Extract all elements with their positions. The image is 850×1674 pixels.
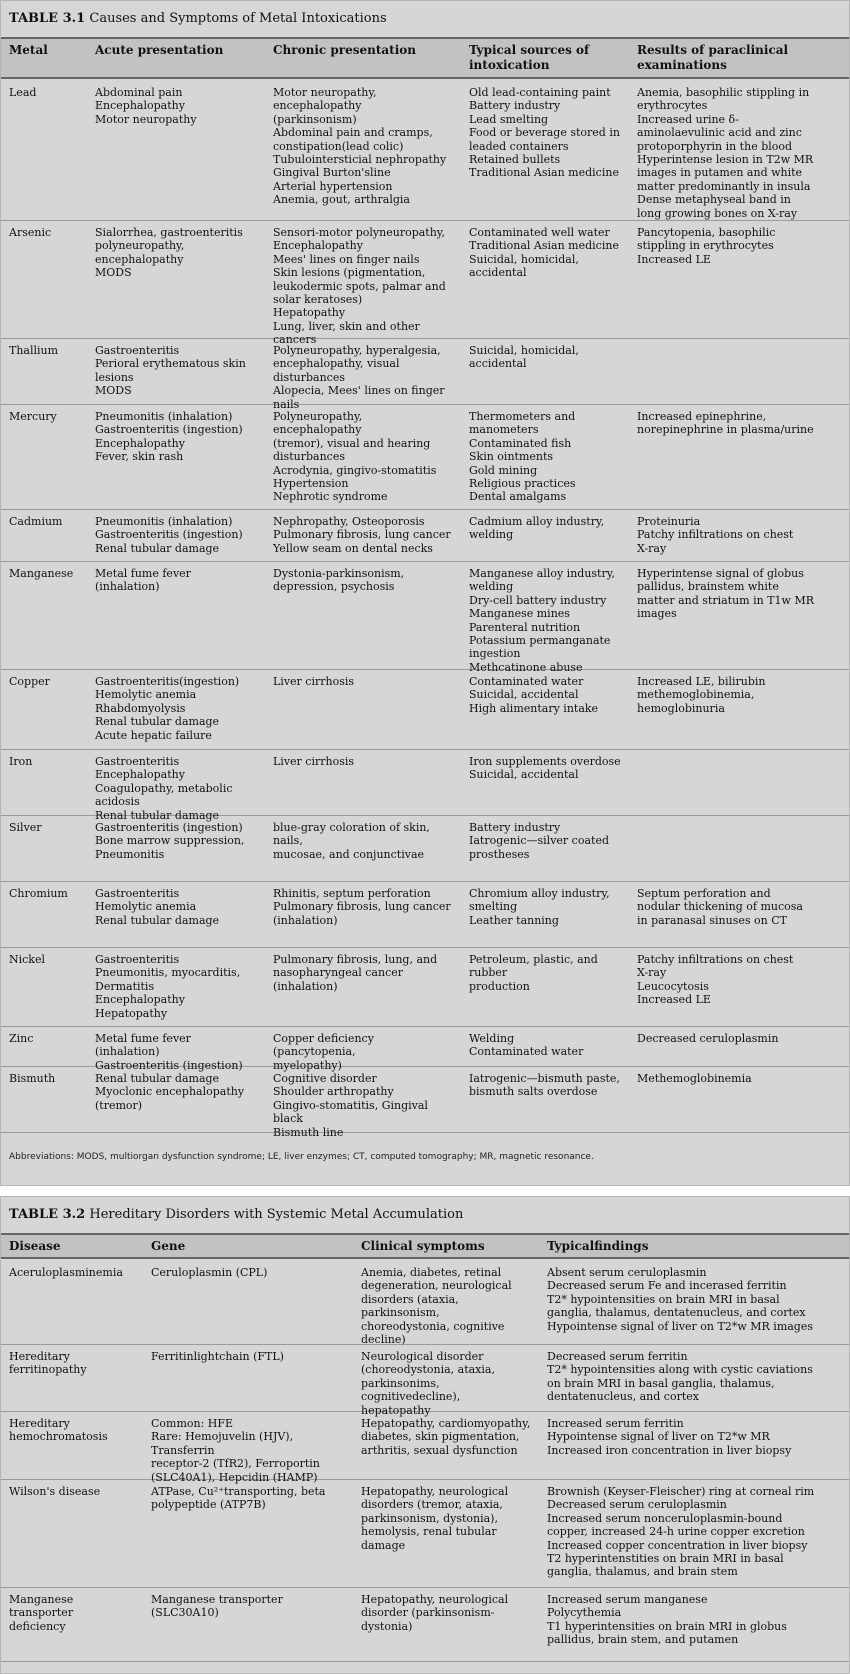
table-row: [1, 816, 849, 882]
table-cell: Manganese alloy industry, welding Dry-cell battery industry Manganese mines Parenteral nutrition Potassium permanganate ingestion Methcatinone abuse: [469, 567, 615, 674]
table-caption: [1, 1, 849, 37]
table-cell: Battery industry Iatrogenic—silver coated prostheses: [469, 821, 609, 861]
table-cell: Rhinitis, septum perforation Pulmonary fibrosis, lung cancer (inhalation): [273, 887, 451, 927]
table-cell: Chromium alloy industry, smelting Leather tanning: [469, 887, 610, 927]
table-cell: Abdominal pain Encephalopathy Motor neuropathy: [95, 86, 197, 126]
table-row: [1, 405, 849, 510]
table-cell: [629, 750, 849, 815]
table-cell: Hyperintense signal of globus pallidus, brainstem white matter and striatum in T1w MR images: [637, 567, 814, 621]
table-cell: ATPase, Cu²⁺transporting, beta polypeptide (ATP7B): [151, 1485, 326, 1512]
table-body: [1, 81, 849, 1139]
table-cell: Suicidal, homicidal, accidental: [469, 344, 579, 371]
table-cell: Gastroenteritis Perioral erythematous skin lesions MODS: [95, 344, 246, 398]
table-cell: Septum perforation and nodular thickening of mucosa in paranasal sinuses on CT: [637, 887, 803, 927]
table-cell: Sensori-motor polyneuropathy, Encephalopathy Mees' lines on finger nails Skin lesions (pigmentation, leukodermic spots, palmar and solar keratoses) Hepatopathy Lung, liver, skin and other cancers: [273, 226, 446, 347]
table-row: [1, 1345, 849, 1417]
table-number: TABLE 3.2: [9, 1207, 86, 1222]
table-row: [1, 1480, 849, 1588]
table-cell: Pneumonitis (inhalation) Gastroenteritis (ingestion) Renal tubular damage: [95, 515, 243, 555]
table-cell: Renal tubular damage Myoclonic encephalopathy (tremor): [95, 1072, 245, 1112]
row-label: Hereditary ferritinopathy: [9, 1350, 87, 1377]
row-label: Hereditary hemochromatosis: [9, 1417, 108, 1444]
row-label: Copper: [9, 675, 50, 688]
table-cell: Iatrogenic—bismuth paste, bismuth salts overdose: [469, 1072, 620, 1099]
row-label: Wilson's disease: [9, 1485, 101, 1498]
table-body: [1, 1261, 849, 1662]
table-cell: Iron supplements overdose Suicidal, accidental: [469, 755, 621, 782]
column-header: Acute presentation: [95, 43, 224, 57]
row-label: Mercury: [9, 410, 57, 423]
table-cell: [629, 816, 849, 881]
table-row: [1, 562, 849, 674]
table-cell: Liver cirrhosis: [273, 755, 355, 768]
table-cell: Contaminated water Suicidal, accidental High alimentary intake: [469, 675, 599, 715]
table-cell: [629, 339, 849, 404]
table-cell: Anemia, diabetes, retinal degeneration, neurological disorders (ataxia, parkinsonism, choreodystonia, cognitive decline): [361, 1266, 512, 1347]
table-cell: Cadmium alloy industry, welding: [469, 515, 605, 542]
row-label: Manganese: [9, 567, 74, 580]
table-cell: Thermometers and manometers Contaminated fish Skin ointments Gold mining Religious practices Dental amalgams: [469, 410, 576, 504]
table-cell: Gastroenteritis Pneumonitis, myocarditis, Dermatitis Encephalopathy Hepatopathy: [95, 953, 241, 1020]
row-label: Chromium: [9, 887, 68, 900]
table-cell: Old lead-containing paint Battery industry Lead smelting Food or beverage stored in leaded containers Retained bullets Traditional Asian medicine: [469, 86, 620, 180]
table-cell: Copper deficiency (pancytopenia, myelopathy): [273, 1032, 374, 1072]
table-cell: Hepatopathy, neurological disorder (parkinsonism-dystonia): [361, 1593, 509, 1633]
table-cell: Gastroenteritis (ingestion) Bone marrow suppression, Pneumonitis: [95, 821, 245, 861]
table-cell: Pancytopenia, basophilic stippling in erythrocytes Increased LE: [637, 226, 776, 266]
table-row: [1, 221, 849, 347]
table-cell: Metal fume fever (inhalation) Gastroenteritis (ingestion): [95, 1032, 243, 1072]
table-row: [1, 882, 849, 948]
table-cell: Increased serum ferritin Hypointense signal of liver on T2*w MR Increased iron concentration in liver biopsy: [547, 1417, 792, 1457]
table-cell: Contaminated well water Traditional Asian medicine Suicidal, homicidal, accidental: [469, 226, 619, 280]
row-label: Zinc: [9, 1032, 34, 1045]
row-label: Lead: [9, 86, 37, 99]
table-cell: Hepatopathy, cardiomyopathy, diabetes, skin pigmentation, arthritis, sexual dysfunction: [361, 1417, 531, 1457]
table-cell: Nephropathy, Osteoporosis Pulmonary fibrosis, lung cancer Yellow seam on dental necks: [273, 515, 451, 555]
table-cell: Metal fume fever (inhalation): [95, 567, 191, 594]
table-cell: Polyneuropathy, hyperalgesia, encephalopathy, visual disturbances Alopecia, Mees' lines on finger nails: [273, 344, 445, 411]
table-cell: Liver cirrhosis: [273, 675, 355, 688]
table-row: [1, 510, 849, 562]
row-label: Cadmium: [9, 515, 63, 528]
row-label: Aceruloplasminemia: [9, 1266, 123, 1279]
column-header: Metal: [9, 43, 48, 57]
table-row: [1, 670, 849, 750]
table-cell: Motor neuropathy, encephalopathy (parkinsonism) Abdominal pain and cramps, constipation(lead colic) Tubulointersticial nephropathy Gingival Burton'sline Arterial hypertension Anemia, gout, arthralgia: [273, 86, 447, 207]
table-cell: Absent serum ceruloplasmin Decreased serum Fe and incerased ferritin T2* hypointensities on brain MRI in basal ganglia, thalamus, dentatenucleus, and cortex Hypointense signal of liver on T2*w MR images: [547, 1266, 814, 1333]
row-label: Nickel: [9, 953, 45, 966]
table-cell: Methemoglobinemia: [637, 1072, 752, 1085]
table-cell: Pulmonary fibrosis, lung, and nasopharyngeal cancer (inhalation): [273, 953, 438, 993]
table-cell: Neurological disorder (choreodystonia, ataxia, parkinsonims, cognitivedecline), hepatopathy: [361, 1350, 495, 1417]
row-label: Silver: [9, 821, 42, 834]
column-header: Chronic presentation: [273, 43, 416, 57]
table-cell: blue-gray coloration of skin, nails, mucosae, and conjunctivae: [273, 821, 430, 861]
table-cell: Ceruloplasmin (CPL): [151, 1266, 268, 1279]
table-header: [1, 37, 849, 79]
row-label: Manganese transporter deficiency: [9, 1593, 74, 1633]
table-row: [1, 948, 849, 1027]
table-cell: Gastroenteritis Encephalopathy Coagulopathy, metabolic acidosis Renal tubular damage: [95, 755, 233, 822]
table-row: [1, 750, 849, 822]
table-row: [1, 1588, 849, 1662]
table-cell: Increased serum manganese Polycythemia T1 hyperintensities on brain MRI in globus pallidus, brain stem, and putamen: [547, 1593, 787, 1647]
table-cell: Gastroenteritis(ingestion) Hemolytic anemia Rhabdomyolysis Renal tubular damage Acute hepatic failure: [95, 675, 240, 742]
table-cell: Cognitive disorder Shoulder arthropathy Gingivo-stomatitis, Gingival black Bismuth line: [273, 1072, 428, 1139]
table-cell: Polyneuropathy, encephalopathy (tremor), visual and hearing disturbances Acrodynia, gingivo-stomatitis Hypertension Nephrotic syndrome: [273, 410, 437, 504]
row-label: Arsenic: [9, 226, 52, 239]
table-cell: Welding Contaminated water: [469, 1032, 584, 1059]
table-cell: Sialorrhea, gastroenteritis polyneuropathy, encephalopathy MODS: [95, 226, 243, 280]
table-header: [1, 1233, 849, 1259]
column-header: Results of paraclinical examinations: [637, 43, 789, 72]
row-label: Thallium: [9, 344, 59, 357]
table-cell: Hepatopathy, neurological disorders (tremor, ataxia, parkinsonism, dystonia), hemolysis, renal tubular damage: [361, 1485, 509, 1552]
table-cell: Ferritinlightchain (FTL): [151, 1350, 284, 1363]
table-cell: Decreased serum ferritin T2* hypointensities along with cystic caviations on brain MRI in basal ganglia, thalamus, dentatenucleus, and cortex: [547, 1350, 813, 1404]
table-row: [1, 1412, 849, 1484]
table-row: [1, 339, 849, 411]
table-cell: Increased LE, bilirubin methemoglobinemia, hemoglobinuria: [637, 675, 766, 715]
table-cell: Petroleum, plastic, and rubber production: [469, 953, 598, 993]
table-3-2: [0, 1196, 850, 1674]
table-cell: Patchy infiltrations on chest X-ray Leucocytosis Increased LE: [637, 953, 794, 1007]
table-title: Hereditary Disorders with Systemic Metal Accumulation: [89, 1207, 464, 1222]
table-row: [1, 1027, 849, 1072]
table-cell: Manganese transporter (SLC30A10): [151, 1593, 283, 1620]
column-header: Typical sources of intoxication: [469, 43, 590, 72]
table-cell: Common: HFE Rare: Hemojuvelin (HJV), Transferrin receptor-2 (TfR2), Ferroportin (SLC40A1), Hepcidin (HAMP): [151, 1417, 320, 1484]
table-cell: Dystonia-parkinsonism, depression, psychosis: [273, 567, 405, 594]
table-cell: Gastroenteritis Hemolytic anemia Renal tubular damage: [95, 887, 220, 927]
table-caption: [1, 1197, 849, 1233]
table-cell: Brownish (Keyser-Fleischer) ring at corneal rim Decreased serum ceruloplasmin Increased serum nonceruloplasmin-bound copper, increased 24-h urine copper excretion Increased copper concentration in liver biopsy T2 hyperintenstities on brain MRI in basal ganglia, thalamus, and brain stem: [547, 1485, 815, 1579]
table-cell: Pneumonitis (inhalation) Gastroenteritis (ingestion) Encephalopathy Fever, skin rash: [95, 410, 243, 464]
row-label: Iron: [9, 755, 33, 768]
column-header: Gene: [151, 1239, 186, 1253]
table-title: Causes and Symptoms of Metal Intoxications: [89, 11, 387, 26]
table-footnote: Abbreviations: MODS, multiorgan dysfunction syndrome; LE, liver enzymes; CT, computed tomography; MR, magnetic resonance.: [9, 1152, 594, 1162]
table-cell: Proteinuria Patchy infiltrations on chest X-ray: [637, 515, 794, 555]
table-cell: Decreased ceruloplasmin: [637, 1032, 779, 1045]
column-header: Typicalfindings: [547, 1239, 649, 1253]
table-row: [1, 1067, 849, 1139]
table-row: [1, 1261, 849, 1345]
table-cell: Increased epinephrine, norepinephrine in plasma/urine: [637, 410, 814, 437]
table-number: TABLE 3.1: [9, 11, 86, 26]
row-label: Bismuth: [9, 1072, 56, 1085]
table-row: [1, 81, 849, 221]
table-cell: Anemia, basophilic stippling in erythrocytes Increased urine δ- aminolaevulinic acid and zinc protoporphyrin in the blood Hyperintense lesion in T2w MR images in putamen and white matter predominantly in insula Dense metaphyseal band in long growing bones on X-ray: [637, 86, 814, 220]
column-header: Disease: [9, 1239, 61, 1253]
column-header: Clinical symptoms: [361, 1239, 485, 1253]
